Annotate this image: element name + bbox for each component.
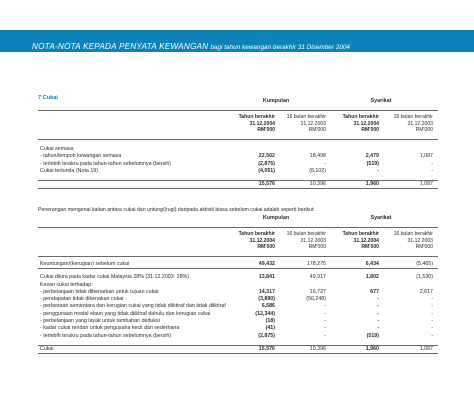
table-row: - terlebih terakru pada tahun-tahun sebelumnya (bersih) (2,875) - (519) - (40, 332, 433, 339)
total-tax-row: Cukai 15,576 10,396 1,960 1,087 (38, 345, 438, 354)
col-header-syarikat-2004: Tahun berakhir 31.12.2004 RM'000 (342, 231, 379, 251)
tax-table (38, 98, 438, 189)
group-header-row (38, 98, 438, 110)
column-header-row (38, 227, 438, 256)
profit-before-tax-row: Keuntungan/(kerugian) sebelum cukai 49,432 178,275 6,434 (5,465) (38, 261, 438, 269)
reconciliation-paragraph: Penerangan mengenai kaitan antara cukai dan untung/(rugi) daripada aktiviti biasa sebelum cukai adalah seperti berikut: (38, 207, 315, 213)
table-row: - perbelanjaan tidak dibenarkan untuk tujuan cukai 14,317 16,727 677 2,617 (40, 288, 433, 295)
col-header-syarikat-2003: 16 bulan berakhir 31.12.2003 RM'000 (393, 114, 433, 134)
table-row: Kesan cukai terhadap: (40, 281, 93, 288)
group-syarikat: Syarikat (370, 98, 392, 104)
total-row: 15,576 10,396 1,960 1,087 (38, 180, 438, 189)
table-row: Cukai tertunda (Nota 19) (4,051) (8,102) - - (40, 167, 433, 174)
header-subtitle: bagi tahun kewangan berakhir 31 Disember 2004 (210, 44, 350, 51)
group-kumpulan: Kumpulan (262, 215, 290, 221)
col-header-syarikat-2003: 16 bulan berakhir 31.12.2003 RM'000 (393, 231, 433, 251)
header-text (32, 42, 350, 51)
table-row: - terlebih terakru pada tahun-tahun sebelumnya (bersih) (2,875) - (519) - (40, 160, 433, 167)
group-header-row (38, 215, 438, 227)
table-row: - pendapatan tidak dikenakan cukai (3,890) (56,248) - - (40, 296, 433, 303)
header-title: NOTA-NOTA KEPADA PENYATA KEWANGAN (32, 42, 209, 51)
group-kumpulan: Kumpulan (262, 98, 290, 104)
table-row: Cukai semasa (40, 146, 74, 152)
column-header-row (38, 110, 438, 139)
col-header-kumpulan-2003: 16 bulan berakhir 31.12.2003 RM'000 (286, 231, 326, 251)
col-header-kumpulan-2003: 16 bulan berakhir 31.12.2003 RM'000 (286, 114, 326, 134)
col-header-kumpulan-2004: Tahun berakhir 31.12.2004 RM'000 (238, 231, 275, 251)
col-header-syarikat-2004: Tahun berakhir 31.12.2004 RM'000 (342, 114, 379, 134)
table-row: Cukai dikira pada kadar cukai Malaysia 28% (31.12.2003: 28%) 13,841 49,917 1,802 (1,530) (40, 274, 433, 281)
section-title: 7 Cukai (38, 95, 58, 101)
table-row: - kadar cukai rendah untuk pengusaha kecil dan sederhana (41) - - - (40, 325, 433, 332)
col-header-kumpulan-2004: Tahun berakhir 31.12.2004 RM'000 (238, 114, 275, 134)
table-row: - tahun/tempoh kewangan semasa 22,502 18,498 2,479 1,087 (40, 153, 433, 160)
reconciliation-table (38, 215, 438, 354)
group-syarikat: Syarikat (370, 215, 392, 221)
table-row: - perbelanjaan yang layak untuk tambahan deduksi (18) - - - (40, 318, 433, 325)
table-row: - perbezaan sementara dan kerugian cukai yang tidak diiktiraf dan tidak diiktiraf 6,586 - - - (40, 303, 433, 310)
table-row: - penggunaan modal elaun yang tidak diiktiraf dahulu dan kerugian cukai (12,344) - - - (40, 310, 433, 317)
